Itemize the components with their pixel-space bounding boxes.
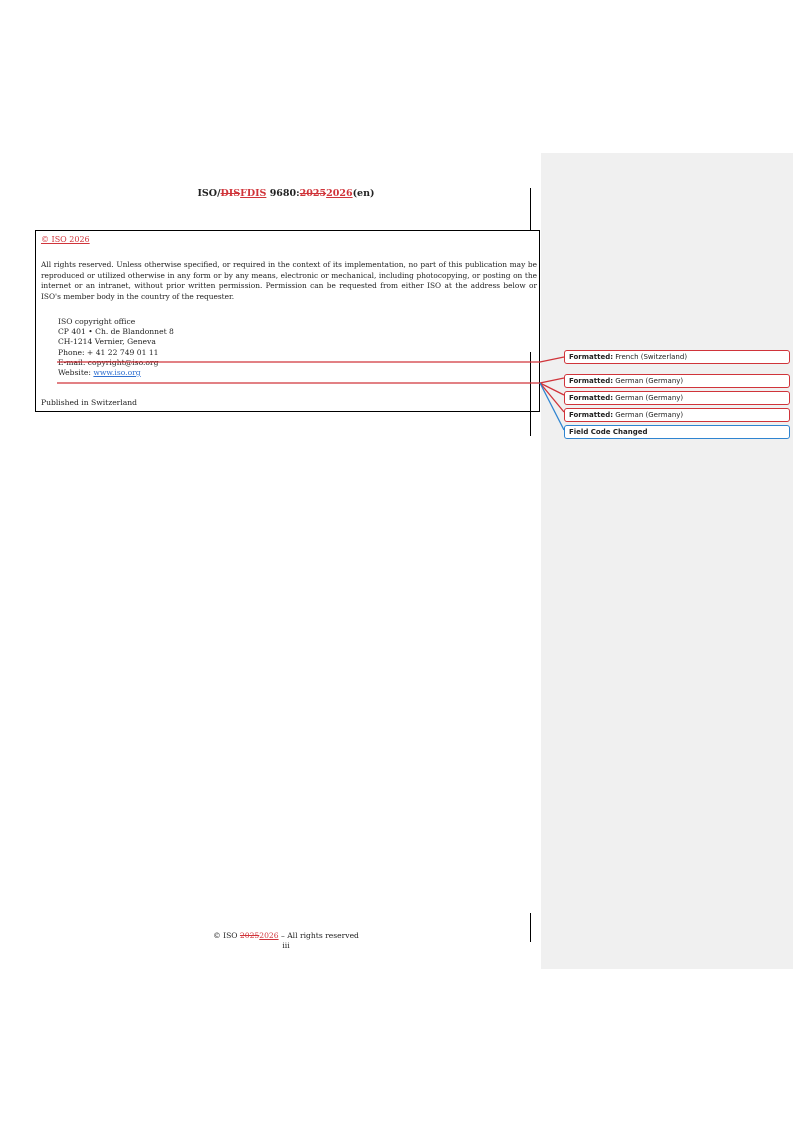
comment-text: German (Germany) [613,411,684,419]
rights-paragraph: All rights reserved. Unless otherwise specified, or required in the context of its implementation, no part of this publication may be reproduced or utilized otherwise in any form or by any means, electronic or mechanical, including photocopying, or posting on the internet or an intranet, without prior written permission. Permission can be requested from either ISO at the address below or ISO's member body in the country of the requester. [41,260,537,301]
phone-line: Phone: + 41 22 749 01 11 [58,347,159,357]
inserted-stage: FDIS [240,188,267,199]
website-link[interactable]: www.iso.org [93,368,141,378]
comment-text: French (Switzerland) [613,353,688,361]
address-line: CP 401 • Ch. de Blandonnet 8 [58,327,174,337]
published-line: Published in Switzerland [41,398,138,407]
copyright-line: © ISO 2026 [41,235,90,244]
address-line: ISO copyright office [58,317,136,326]
footer-suffix: – All rights reserved [278,931,359,940]
page-number: iii [282,941,290,950]
website-label: Website: [58,368,94,378]
header-prefix: ISO/ [197,188,221,199]
comment-label: Field Code Changed [569,428,648,436]
comment-text: German (Germany) [613,394,684,402]
footer-deleted-year: 2025 [239,931,260,940]
comment-balloon[interactable] [564,408,790,422]
comment-balloon[interactable] [564,374,790,388]
comment-balloon[interactable] [564,350,790,364]
comment-label: Formatted: [569,353,614,361]
header-suffix: (en) [352,188,375,199]
comment-text: German (Germany) [613,377,684,385]
page-footer [0,931,572,951]
comment-balloon[interactable] [564,425,790,439]
inserted-year: 2026 [326,188,353,199]
address-line: CH-1214 Vernier, Geneva [58,337,156,347]
comment-label: Formatted: [569,377,614,385]
comment-balloon[interactable] [564,391,790,405]
deleted-year: 2025 [299,188,327,199]
header-number: 9680: [266,188,300,199]
email-line: E-mail: copyright@iso.org [58,357,159,367]
footer-copyright [0,931,572,941]
comment-label: Formatted: [569,394,614,402]
footer-prefix: © ISO [213,931,240,940]
footer-inserted-year: 2026 [259,931,279,940]
deleted-stage: DIS [220,188,241,199]
comment-label: Formatted: [569,411,614,419]
